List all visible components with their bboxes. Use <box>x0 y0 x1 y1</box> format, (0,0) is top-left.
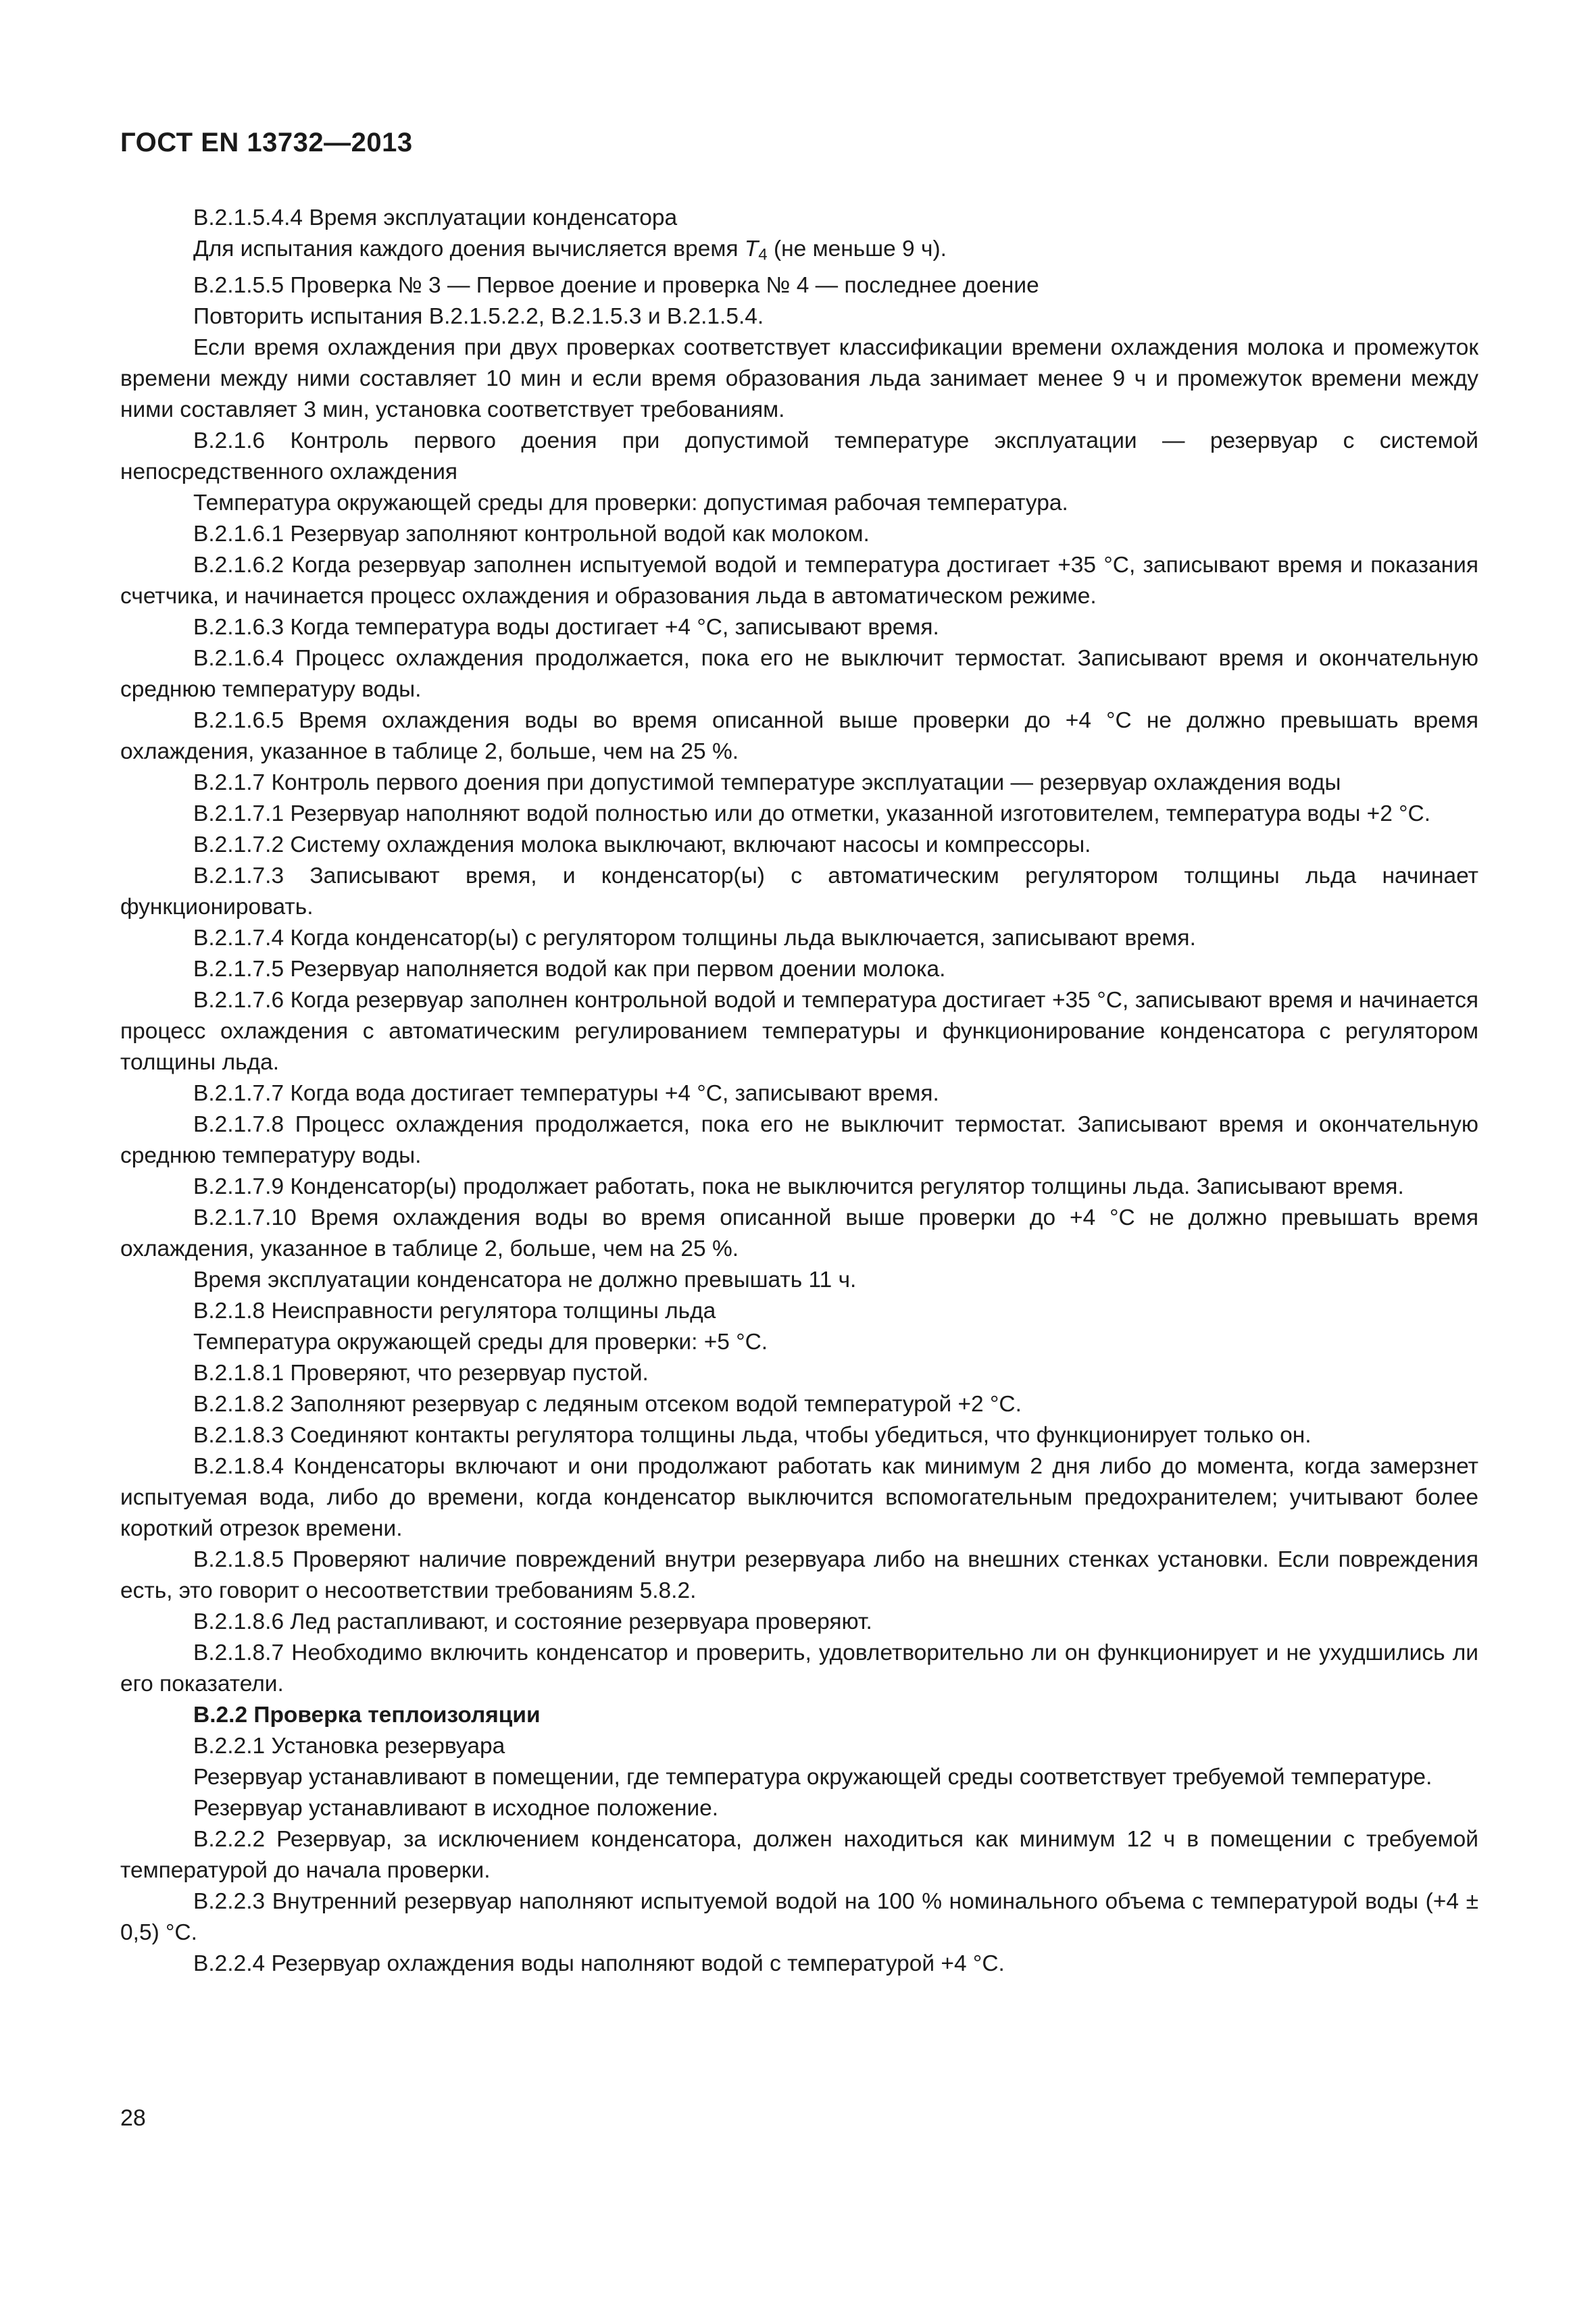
paragraph: В.2.1.6.3 Когда температура воды достигает +4 °С, записывают время. <box>193 615 939 640</box>
page-number: 28 <box>120 2105 146 2131</box>
paragraph: В.2.1.7.3 Записывают время, и конденсатор(ы) с автоматическим регулятором толщины льда начинает функционировать. <box>120 863 1478 920</box>
document-header: ГОСТ EN 13732—2013 <box>120 128 413 157</box>
paragraph: В.2.1.7.8 Процесс охлаждения продолжается, пока его не выключит термостат. Записывают время и окончательную среднюю температуру воды. <box>120 1112 1478 1169</box>
paragraph: В.2.1.6.5 Время охлаждения воды во время описанной выше проверки до +4 °С не должно превышать время охлаждения, указанное в таблице 2, больше, чем на 25 %. <box>120 708 1478 765</box>
paragraph-text: (не меньше 9 ч). <box>767 236 947 261</box>
paragraph: В.2.1.5.4.4 Время эксплуатации конденсатора <box>193 205 678 230</box>
paragraph: В.2.1.8.4 Конденсаторы включают и они продолжают работать как минимум 2 дня либо до момента, когда замерзнет испытуемая вода, либо до времени, когда конденсатор выключится вспомогательным предохранителем; учитывают более короткий отрезок времени. <box>120 1454 1478 1542</box>
paragraph: В.2.2.3 Внутренний резервуар наполняют испытуемой водой на 100 % номинального объема с температурой воды (+4 ± 0,5) °С. <box>120 1889 1478 1946</box>
paragraph: В.2.1.6.2 Когда резервуар заполнен испытуемой водой и температура достигает +35 °С, записывают время и показания счетчика, и начинается процесс охлаждения и образования льда в автоматическом режиме. <box>120 553 1478 609</box>
formula-subscript: 4 <box>758 245 768 264</box>
paragraph-text: Для испытания каждого доения вычисляется время <box>193 236 745 261</box>
paragraph: В.2.1.8.3 Соединяют контакты регулятора толщины льда, чтобы убедиться, что функционирует только он. <box>193 1423 1312 1449</box>
paragraph: Температура окружающей среды для проверки: допустимая рабочая температура. <box>193 491 1068 516</box>
paragraph-with-formula <box>120 234 1478 270</box>
paragraph: В.2.1.6.1 Резервуар заполняют контрольной водой как молоком. <box>193 522 870 547</box>
section-heading: В.2.2 Проверка теплоизоляции <box>193 1703 541 1728</box>
paragraph: В.2.1.7.4 Когда конденсатор(ы) с регулятором толщины льда выключается, записывают время. <box>193 926 1196 951</box>
paragraph: В.2.1.7.1 Резервуар наполняют водой полностью или до отметки, указанной изготовителем, температура воды +2 °С. <box>193 801 1431 827</box>
paragraph: Резервуар устанавливают в помещении, где температура окружающей среды соответствует требуемой температуре. <box>193 1765 1432 1790</box>
paragraph: В.2.1.8 Неисправности регулятора толщины льда <box>193 1299 716 1324</box>
paragraph: В.2.1.7.7 Когда вода достигает температуры +4 °С, записывают время. <box>193 1081 939 1107</box>
paragraph: В.2.1.8.5 Проверяют наличие повреждений внутри резервуара либо на внешних стенках установки. Если повреждения есть, это говорит о несоответствии требованиям 5.8.2. <box>120 1547 1478 1604</box>
paragraph: В.2.1.7.2 Систему охлаждения молока выключают, включают насосы и компрессоры. <box>193 832 1091 858</box>
paragraph: В.2.1.6.4 Процесс охлаждения продолжается, пока его не выключит термостат. Записывают время и окончательную среднюю температуру воды. <box>120 646 1478 703</box>
formula-variable: T <box>744 236 759 261</box>
paragraph: В.2.1.7 Контроль первого доения при допустимой температуре эксплуатации — резервуар охлаждения воды <box>193 770 1341 796</box>
paragraph: Время эксплуатации конденсатора не должно превышать 11 ч. <box>193 1267 857 1293</box>
paragraph: В.2.1.5.5 Проверка № 3 — Первое доение и проверка № 4 — последнее доение <box>193 273 1039 299</box>
document-body <box>120 203 1478 1980</box>
paragraph: В.2.1.7.6 Когда резервуар заполнен контрольной водой и температура достигает +35 °С, записывают время и начинается процесс охлаждения с автоматическим регулированием температуры и функционирование конденсатора с регулятором толщины льда. <box>120 988 1478 1076</box>
paragraph: В.2.1.6 Контроль первого доения при допустимой температуре эксплуатации — резервуар с системой непосредственного охлаждения <box>120 428 1478 485</box>
paragraph: В.2.1.7.10 Время охлаждения воды во время описанной выше проверки до +4 °С не должно превышать время охлаждения, указанное в таблице 2, больше, чем на 25 %. <box>120 1205 1478 1262</box>
paragraph: В.2.2.2 Резервуар, за исключением конденсатора, должен находиться как минимум 12 ч в помещении с требуемой температурой до начала проверки. <box>120 1827 1478 1884</box>
paragraph: В.2.1.7.5 Резервуар наполняется водой как при первом доении молока. <box>193 957 946 982</box>
paragraph: В.2.2.1 Установка резервуара <box>193 1734 505 1759</box>
paragraph: В.2.1.8.2 Заполняют резервуар с ледяным отсеком водой температурой +2 °С. <box>193 1392 1022 1417</box>
paragraph: В.2.1.8.1 Проверяют, что резервуар пустой. <box>193 1361 649 1386</box>
paragraph: В.2.1.7.9 Конденсатор(ы) продолжает работать, пока не выключится регулятор толщины льда. Записывают время. <box>193 1174 1404 1200</box>
paragraph: Резервуар устанавливают в исходное положение. <box>193 1796 719 1821</box>
paragraph: В.2.1.8.6 Лед растапливают, и состояние резервуара проверяют. <box>193 1609 872 1635</box>
paragraph: Если время охлаждения при двух проверках соответствует классификации времени охлаждения молока и промежуток времени между ними составляет 10 мин и если время образования льда занимает менее 9 ч и промежуток времени между ними составляет 3 мин, установка соответствует требованиям. <box>120 335 1478 423</box>
paragraph: В.2.1.8.7 Необходимо включить конденсатор и проверить, удовлетворительно ли он функционирует и не ухудшились ли его показатели. <box>120 1640 1478 1697</box>
paragraph: Температура окружающей среды для проверки: +5 °С. <box>193 1330 768 1355</box>
paragraph: В.2.2.4 Резервуар охлаждения воды наполняют водой с температурой +4 °С. <box>193 1951 1005 1977</box>
paragraph: Повторить испытания В.2.1.5.2.2, В.2.1.5.3 и В.2.1.5.4. <box>193 304 764 330</box>
